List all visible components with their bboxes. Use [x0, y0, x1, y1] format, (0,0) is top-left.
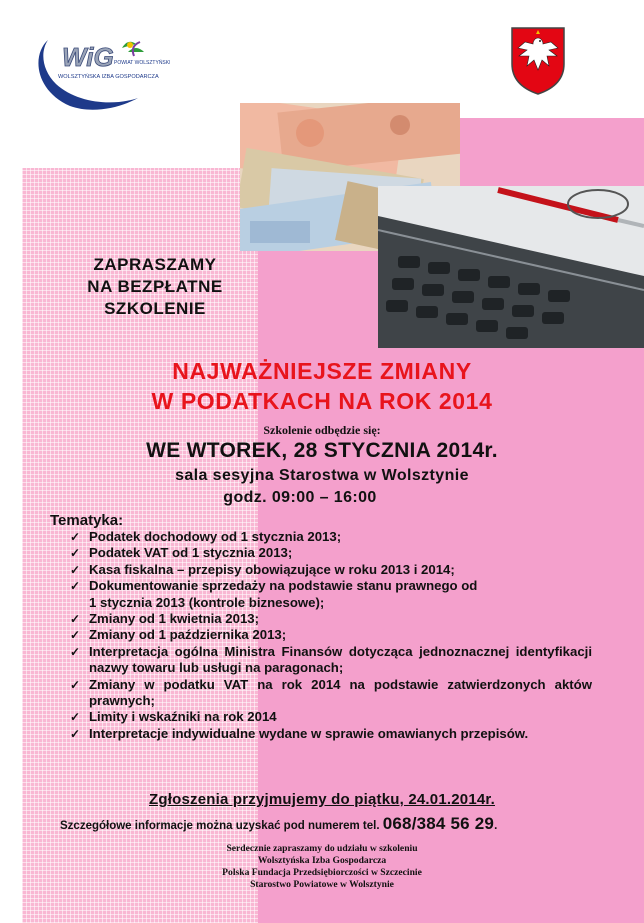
list-item: ✓ Zmiany od 1 kwietnia 2013;	[70, 611, 260, 627]
list-item: ✓ Zmiany w podatku VAT na rok 2014 na podstawie zatwierdzonych aktów prawnych;	[70, 676, 592, 709]
checkmark-icon: ✓	[70, 644, 81, 659]
invite-line-1: ZAPRASZAMY	[93, 255, 217, 274]
list-item: ✓ Kasa fiskalna – przepisy obowiązujące w roku 2013 i 2014;	[70, 561, 455, 577]
eagle-coat-of-arms-icon	[508, 24, 568, 96]
organizers-footer	[0, 843, 644, 891]
logo-county-text: POWIAT WOLSZTYŃSKI	[114, 60, 170, 66]
checkmark-icon: ✓	[70, 579, 81, 594]
logo-chamber-text: WOLSZTYŃSKA IZBA GOSPODARCZA	[58, 74, 159, 80]
event-intro: Szkolenie odbędzie się:	[263, 423, 381, 437]
invitation-text	[40, 254, 270, 320]
event-hours: godz. 09:00 – 16:00	[223, 489, 377, 506]
checkmark-icon: ✓	[70, 677, 81, 692]
contact-info	[60, 814, 620, 834]
logo-wig-text: WiG	[62, 42, 114, 72]
checkmark-icon: ✓	[70, 612, 81, 627]
checkmark-icon: ✓	[70, 726, 81, 741]
checkmark-icon: ✓	[70, 546, 81, 561]
list-item: ✓ Podatek dochodowy od 1 stycznia 2013;	[70, 529, 342, 544]
phone-number: 068/384 56 29	[382, 814, 495, 833]
list-item: ✓ Podatek VAT od 1 stycznia 2013;	[70, 545, 293, 561]
checkmark-icon: ✓	[70, 530, 81, 544]
calculator-photo	[378, 186, 644, 348]
checkmark-icon: ✓	[70, 628, 81, 643]
headline-line-1: NAJWAŻNIEJSZE ZMIANY	[172, 358, 472, 384]
topics-list	[70, 529, 592, 742]
list-item: ✓ Zmiany od 1 października 2013;	[70, 627, 287, 643]
topics-heading: Tematyka:	[50, 512, 124, 529]
list-item: ✓ Dokumentowanie sprzedaży na podstawie stanu prawnego od 1 stycznia 2013 (kontrole biznesowe);	[70, 578, 478, 610]
list-item: ✓ Interpretacje indywidualne wydane w sprawie omawianych przepisów.	[70, 725, 529, 741]
invite-line-3: SZKOLENIE	[104, 299, 206, 318]
invite-line-2: NA BEZPŁATNE	[87, 277, 223, 296]
page-title	[0, 356, 644, 416]
wig-logo	[30, 32, 170, 114]
footer-line-1: Serdecznie zapraszamy do udziału w szkoleniu	[226, 843, 418, 854]
checkmark-icon: ✓	[70, 710, 81, 725]
list-item: ✓ Interpretacja ogólna Ministra Finansów dotycząca jednoznacznej identyfikacji nazwy towaru lub usługi na paragonach;	[70, 643, 592, 676]
footer-line-4: Starostwo Powiatowe w Wolsztynie	[250, 879, 394, 890]
list-item: ✓ Limity i wskaźniki na rok 2014	[70, 709, 277, 725]
contact-text: Szczegółowe informacje można uzyskać pod numerem tel.	[60, 820, 383, 832]
leaf-icon	[122, 42, 144, 56]
footer-line-3: Polska Fundacja Przedsiębiorczości w Szczecinie	[222, 867, 422, 878]
footer-line-2: Wolsztyńska Izba Gospodarcza	[257, 855, 387, 866]
registration-deadline: Zgłoszenia przyjmujemy do piątku, 24.01.2014r.	[149, 791, 495, 808]
checkmark-icon: ✓	[70, 562, 81, 577]
event-venue: sala sesyjna Starostwa w Wolsztynie	[175, 467, 469, 484]
contact-suffix: .	[494, 820, 498, 832]
event-date: WE WTOREK, 28 STYCZNIA 2014r.	[146, 439, 498, 462]
headline-line-2: W PODATKACH NA ROK 2014	[151, 388, 493, 414]
